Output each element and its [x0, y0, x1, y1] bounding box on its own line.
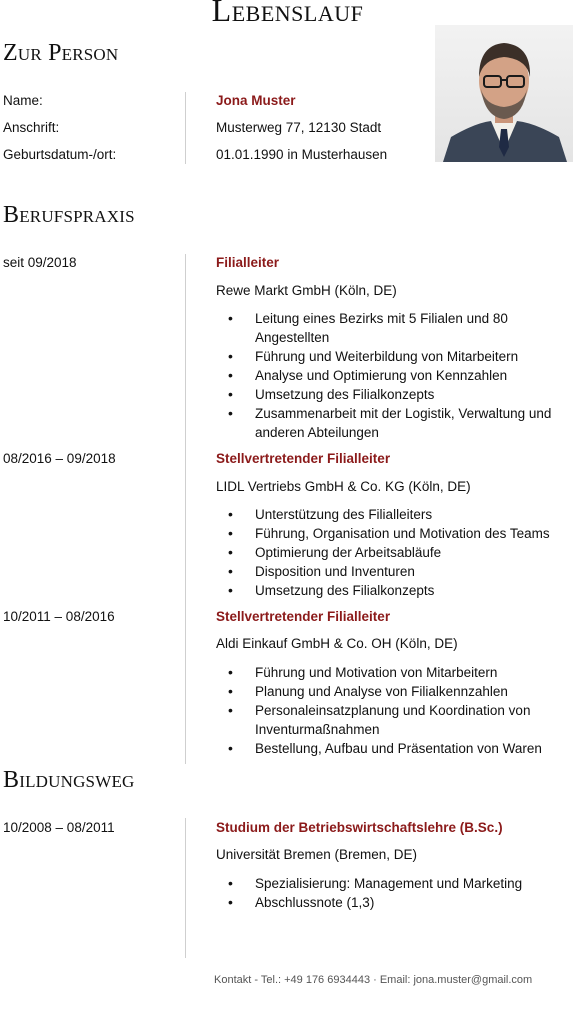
list-item: • Unterstützung des Filialleiters — [216, 505, 575, 524]
entry-period: 10/2011 – 08/2016 — [3, 609, 115, 624]
entry-company: Rewe Markt GmbH (Köln, DE) — [216, 283, 397, 298]
profile-photo — [435, 25, 573, 162]
list-item: • Analyse und Optimierung von Kennzahlen — [216, 366, 575, 385]
footer-contact: Kontakt - Tel.: +49 176 6934443 · Email: jona.muster@gmail.com — [214, 974, 533, 986]
entry-bullet-list — [216, 663, 575, 758]
label-address: Anschrift: — [3, 120, 60, 135]
entry-role: Stellvertretender Filialleiter — [216, 451, 391, 466]
entry-company: Universität Bremen (Bremen, DE) — [216, 847, 418, 862]
list-item: • Disposition und Inventuren — [216, 562, 575, 581]
entry-company: LIDL Vertriebs GmbH & Co. KG (Köln, DE) — [216, 479, 471, 494]
list-item: • Führung und Motivation von Mitarbeitern — [216, 663, 575, 682]
entry-bullet-list — [216, 874, 575, 912]
value-name: Jona Muster — [216, 93, 296, 108]
page-title: Lebenslauf — [211, 0, 364, 28]
list-item: • Leitung eines Bezirks mit 5 Filialen und 80 Angestellten — [216, 309, 575, 347]
portrait-icon — [435, 25, 573, 162]
entry-period: seit 09/2018 — [3, 255, 77, 270]
value-birth: 01.01.1990 in Musterhausen — [216, 147, 388, 162]
list-item: • Spezialisierung: Management und Marketing — [216, 874, 575, 893]
list-item: • Optimierung der Arbeitsabläufe — [216, 543, 575, 562]
label-name: Name: — [3, 93, 43, 108]
list-item: • Umsetzung des Filialkonzepts — [216, 581, 575, 600]
section-heading-education: Bildungsweg — [3, 767, 135, 793]
list-item: • Führung, Organisation und Motivation des Teams — [216, 524, 575, 543]
list-item: • Personaleinsatzplanung und Koordination von Inventurmaßnahmen — [216, 701, 575, 739]
list-item: • Führung und Weiterbildung von Mitarbeitern — [216, 347, 575, 366]
list-item: • Umsetzung des Filialkonzepts — [216, 385, 575, 404]
entry-company: Aldi Einkauf GmbH & Co. OH (Köln, DE) — [216, 636, 458, 651]
list-item: • Planung und Analyse von Filialkennzahlen — [216, 682, 575, 701]
entry-bullet-list — [216, 309, 575, 442]
entry-period: 10/2008 – 08/2011 — [3, 820, 115, 835]
entry-role: Filialleiter — [216, 255, 280, 270]
entry-bullet-list — [216, 505, 575, 600]
list-item: • Abschlussnote (1,3) — [216, 893, 575, 912]
value-address: Musterweg 77, 12130 Stadt — [216, 120, 382, 135]
section-heading-person: Zur Person — [3, 40, 119, 66]
divider-line — [185, 818, 186, 958]
list-item: • Bestellung, Aufbau und Präsentation von Waren — [216, 739, 575, 758]
divider-line — [185, 92, 186, 164]
entry-role: Studium der Betriebswirtschaftslehre (B.Sc.) — [216, 820, 503, 835]
divider-line — [185, 254, 186, 764]
section-heading-experience: Berufspraxis — [3, 202, 135, 228]
list-item: • Zusammenarbeit mit der Logistik, Verwaltung und anderen Abteilungen — [216, 404, 575, 442]
entry-role: Stellvertretender Filialleiter — [216, 609, 391, 624]
label-birth: Geburtsdatum-/ort: — [3, 147, 117, 162]
entry-period: 08/2016 – 09/2018 — [3, 451, 116, 466]
